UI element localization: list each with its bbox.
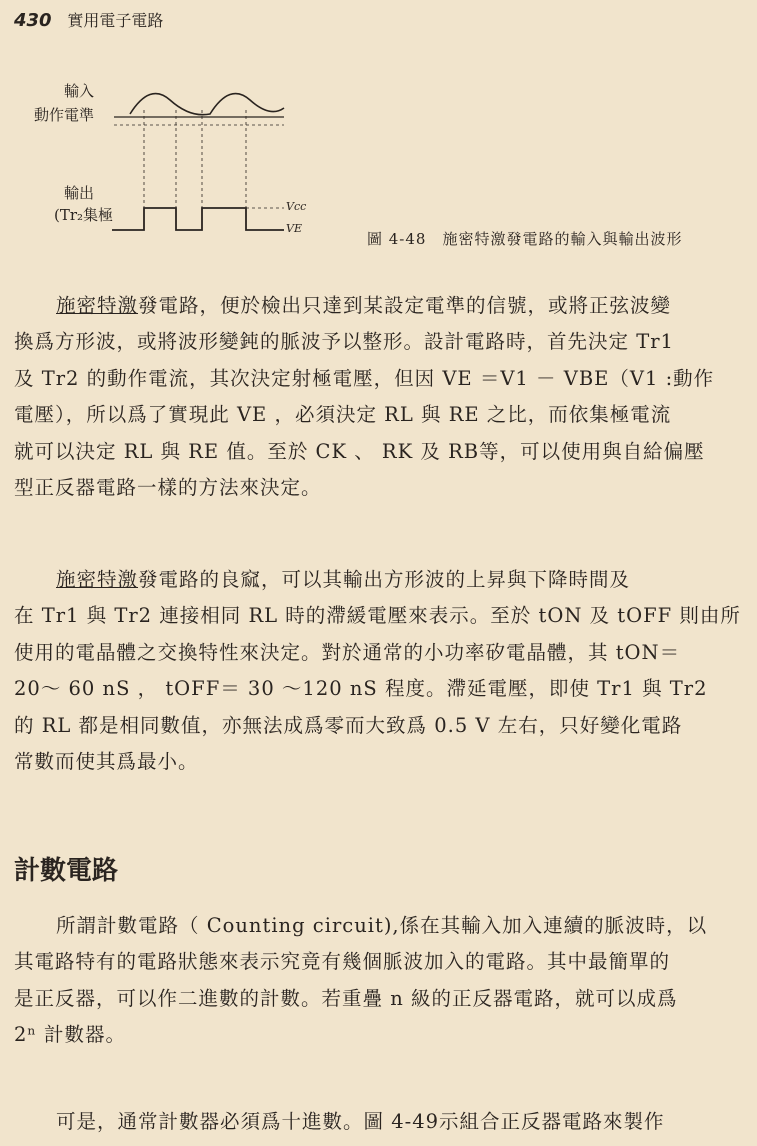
text-line-rest: 發電路，便於檢出只達到某設定電準的信號，或將正弦波變 <box>138 294 672 317</box>
text-line: 其電路特有的電路狀態來表示究竟有幾個脈波加入的電路。其中最簡單的 <box>14 950 671 974</box>
text-line: 及 Tr2 的動作電流，其次決定射極電壓，但因 VE ＝V1 － VBE（V1 :動作 <box>14 366 715 390</box>
input-label: 輸入 <box>64 82 95 100</box>
page-header <box>14 8 163 31</box>
paragraph-2 <box>14 562 747 780</box>
operating-level-label: 動作電準 <box>34 106 95 124</box>
input-sine-wave <box>130 94 284 115</box>
ve-label: VE <box>286 222 302 235</box>
output-square-wave <box>112 208 284 230</box>
output-label: 輸出 <box>64 184 95 202</box>
vcc-label: Vcc <box>286 200 307 213</box>
page-number: 430 <box>14 10 52 31</box>
paragraph-1 <box>14 288 747 506</box>
collector-label: (Tr₂集極 <box>54 206 114 224</box>
text-line <box>14 288 747 324</box>
underlined-term: 施密特激 <box>56 568 139 591</box>
text-line: 在 Tr1 與 Tr2 連接相同 RL 時的滯緩電壓來表示。至於 tON 及 tOFF 則由所 <box>14 604 741 628</box>
underlined-term: 施密特激 <box>56 294 139 317</box>
text-line: 使用的電晶體之交換特性來決定。對於通常的小功率矽電晶體，其 tON＝ <box>14 640 681 664</box>
text-line: 電壓），所以爲了實現此 VE ，必須決定 RL 與 RE 之比，而依集極電流 <box>14 403 672 427</box>
text-line: 是正反器，可以作二進數的計數。若重疊 n 級的正反器電路，就可以成爲 <box>14 986 678 1010</box>
text-line <box>14 562 747 598</box>
figure-caption: 圖 4-48 施密特激發電路的輸入與輸出波形 <box>367 230 683 248</box>
text-line: 換爲方形波，或將波形變鈍的脈波予以整形。設計電路時，首先決定 Tr1 <box>14 330 674 354</box>
waveform-figure <box>34 80 334 250</box>
text-line: 常數而使其爲最小。 <box>14 750 199 774</box>
text-line-rest: 發電路的良窳，可以其輸出方形波的上昇與下降時間及 <box>138 568 631 591</box>
paragraph-3 <box>14 908 747 1054</box>
text-line: 所謂計數電路（ Counting circuit),係在其輸入加入連續的脈波時，以 <box>56 914 708 937</box>
book-title: 實用電子電路 <box>67 11 164 30</box>
text-line: 型正反器電路一樣的方法來決定。 <box>14 476 322 500</box>
section-heading: 計數電路 <box>14 856 119 886</box>
text-line: 2ⁿ 計數器。 <box>14 1023 127 1047</box>
text-line: 就可以決定 RL 與 RE 值。至於 CK 、 RK 及 RB等，可以使用與自給偏壓 <box>14 439 705 463</box>
text-line: 的 RL 都是相同數值，亦無法成爲零而大致爲 0.5 V 左右，只好變化電路 <box>14 713 683 737</box>
paragraph-4 <box>14 1104 747 1140</box>
text-line: 20～ 60 nS ， tOFF＝ 30 ～120 nS 程度。滯延電壓，即使 Tr1 與 Tr2 <box>14 677 708 701</box>
text-line: 可是，通常計數器必須爲十進數。圖 4-49示組合正反器電路來製作 <box>56 1110 665 1133</box>
